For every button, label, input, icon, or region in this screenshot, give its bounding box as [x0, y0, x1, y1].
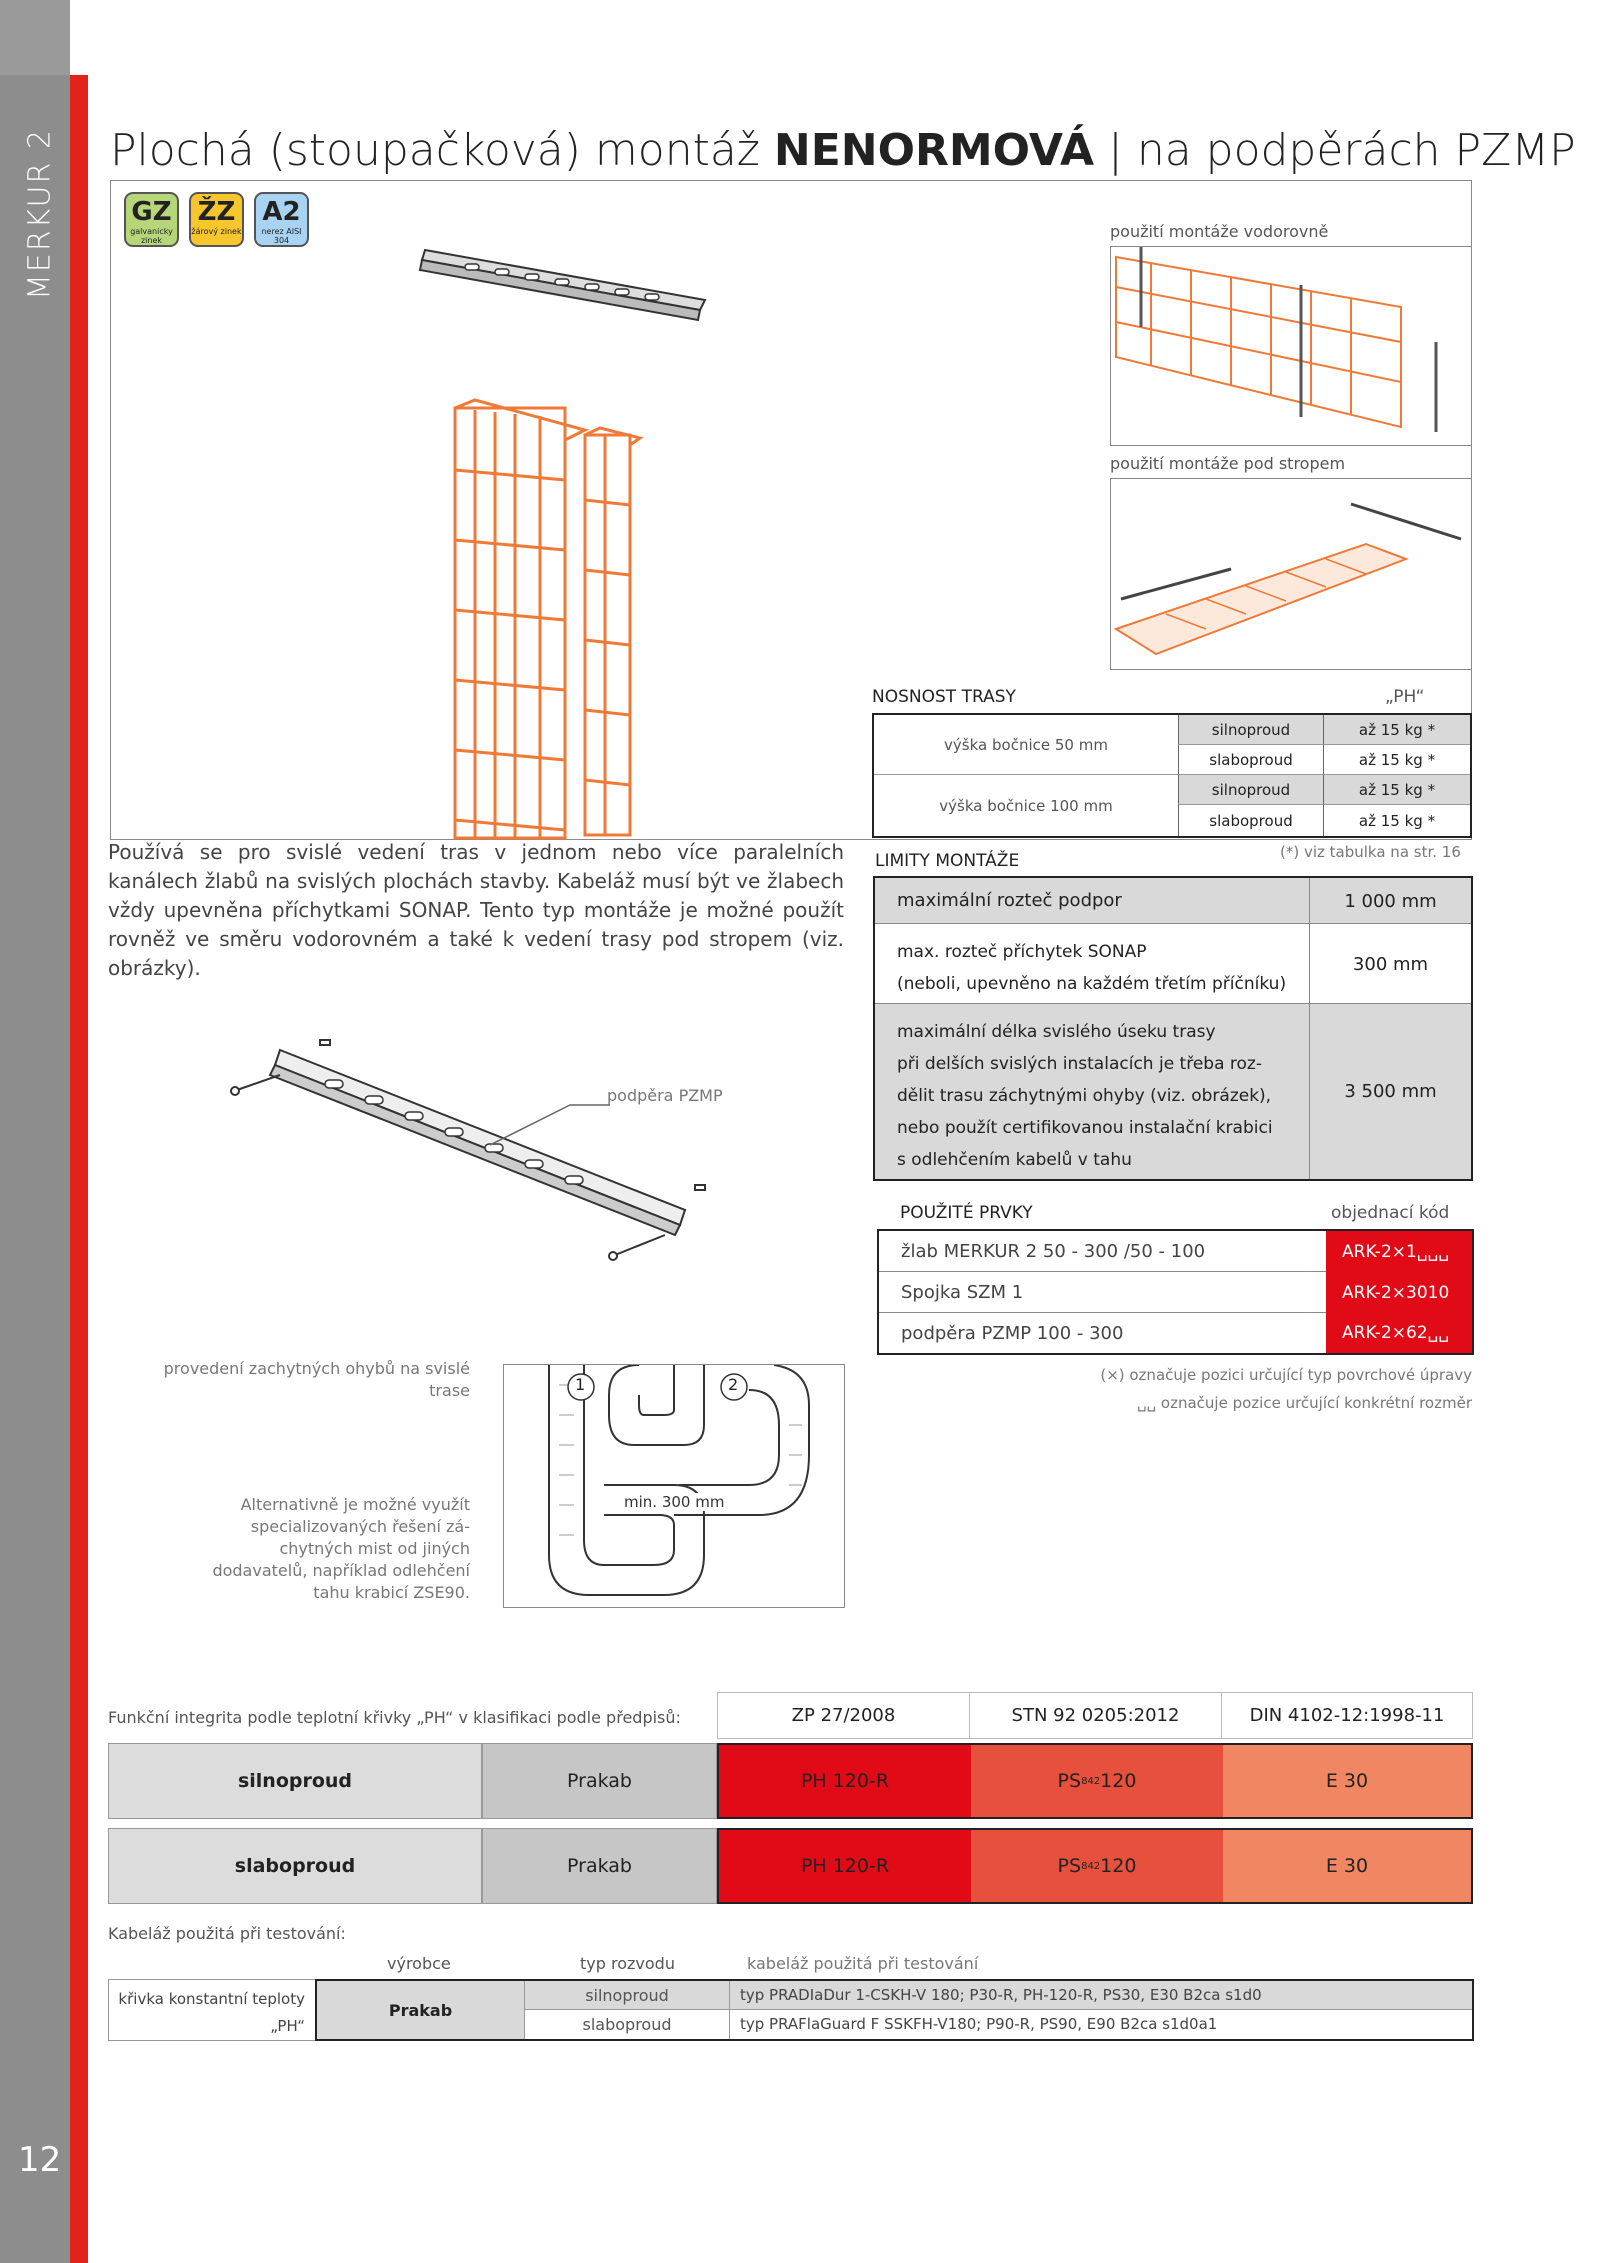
ceiling-use-image — [1110, 478, 1472, 670]
element-row — [879, 1272, 1472, 1313]
elements-title: POUŽITÉ PRVKY — [900, 1203, 1033, 1223]
bend-number-1: 1 — [575, 1375, 586, 1394]
cabling-caption: Kabeláž použitá při testování: — [108, 1924, 346, 1943]
load-type: slaboproud — [1178, 745, 1323, 775]
cabling-type: slaboproud — [525, 2010, 730, 2039]
element-code: ARK-2×1␣␣␣ — [1326, 1231, 1472, 1272]
load-value: až 15 kg * — [1323, 715, 1470, 745]
cabling-maker: Prakab — [317, 1981, 525, 2039]
elements-code-header: objednací kód — [1331, 1203, 1450, 1223]
vertical-tray-illustration — [300, 230, 720, 840]
limits-row-2 — [875, 924, 1471, 1004]
integrity-header-stn: STN 92 0205:2012 — [970, 1693, 1222, 1738]
limits-label: maximální délka svislého úseku trasy při delších svislých instalacích je třeba roz- dělit trasu záchytnými ohyby (viz. obrázek), nebo použít certifikovanou instalační krabici s odlehčením kabelů v tahu — [897, 1022, 1273, 1170]
cabling-cable: typ PRAFlaGuard F SSKFH-V180; P90-R, PS90, E90 B2ca s1d0a1 — [740, 2015, 1218, 2033]
integrity-maker: Prakab — [482, 1828, 717, 1904]
cabling-header-type: typ rozvodu — [580, 1954, 675, 1973]
element-name: podpěra PZMP 100 - 300 — [901, 1323, 1124, 1344]
gz-badge: GZ galvanicky zinek — [124, 192, 179, 247]
zz-badge: ŽZ žárový zinek — [189, 192, 244, 247]
sidebar-accent-bar — [70, 75, 88, 2263]
bend-number-2: 2 — [728, 1375, 739, 1394]
horizontal-use-caption: použití montáže vodorovně — [1110, 222, 1329, 241]
limits-label: maximální rozteč podpor — [897, 890, 1122, 911]
integrity-values — [717, 1828, 1473, 1904]
load-height-50: výška bočnice 50 mm — [874, 715, 1178, 775]
integrity-din: E 30 — [1223, 1745, 1471, 1817]
limits-value: 3 500 mm — [1309, 1004, 1471, 1179]
cabling-type: silnoproud — [525, 1981, 730, 2010]
element-name: Spojka SZM 1 — [901, 1282, 1024, 1303]
element-name: žlab MERKUR 2 50 - 300 /50 - 100 — [901, 1241, 1206, 1262]
integrity-header-zp: ZP 27/2008 — [718, 1693, 970, 1738]
a2-badge: A2 nerez AISI 304 — [254, 192, 309, 247]
integrity-row-silnoproud — [108, 1743, 1473, 1819]
pzmp-illustration — [225, 1035, 715, 1275]
limits-table — [873, 876, 1473, 1181]
orange-tray-large — [455, 400, 585, 838]
horizontal-use-image — [1110, 246, 1472, 446]
integrity-header — [717, 1692, 1473, 1739]
min-distance-label: min. 300 mm — [624, 1493, 725, 1511]
cabling-curve: křivka konstantní teploty „PH“ — [118, 1990, 305, 2035]
limits-row-1 — [875, 878, 1471, 924]
integrity-maker: Prakab — [482, 1743, 717, 1819]
elements-table — [877, 1229, 1474, 1355]
description-paragraph: Používá se pro svislé vedení tras v jednom nebo více paralelních kanálech žlabů na svislých plochách stavby. Kabeláž musí být ve žlabech vždy upevněna příchytkami SONAP. Tento typ montáže je možné použít rovněž ve směru vodorovném a také k vedení trasy pod stropem (viz. obrázky). — [108, 840, 844, 980]
limits-row-3 — [875, 1004, 1471, 1179]
integrity-zp: PH 120-R — [719, 1830, 971, 1902]
cabling-inner — [315, 1979, 1474, 2041]
integrity-type: silnoproud — [108, 1743, 482, 1819]
load-type: silnoproud — [1178, 775, 1323, 805]
cabling-header-cable: kabeláž použitá při testování — [747, 1954, 979, 1973]
integrity-values — [717, 1743, 1473, 1819]
limits-title: LIMITY MONTÁŽE — [875, 851, 1020, 871]
page-number: 12 — [18, 2140, 62, 2180]
elements-note-1: (×) označuje pozici určující typ povrchové úpravy — [1100, 1366, 1472, 1384]
integrity-zp: PH 120-R — [719, 1745, 971, 1817]
bends-figure — [503, 1364, 845, 1608]
element-code: ARK-2×62␣␣ — [1326, 1313, 1472, 1353]
load-type: slaboproud — [1178, 805, 1323, 836]
cabling-table — [108, 1979, 1473, 2041]
integrity-din: E 30 — [1223, 1830, 1471, 1902]
integrity-row-slaboproud — [108, 1828, 1473, 1904]
load-table-note: (*) viz tabulka na str. 16 — [1280, 843, 1461, 861]
elements-note-2: ␣␣ označuje pozice určující konkrétní rozměr — [1137, 1394, 1472, 1412]
integrity-type: slaboproud — [108, 1828, 482, 1904]
load-type: silnoproud — [1178, 715, 1323, 745]
integrity-caption: Funkční integrita podle teplotní křivky „PH“ v klasifikaci podle předpisů: — [108, 1708, 681, 1727]
load-table-column: „PH“ — [1385, 687, 1425, 707]
integrity-header-din: DIN 4102-12:1998-11 — [1249, 1705, 1445, 1726]
chapter-label: MERKUR 2 — [22, 128, 58, 300]
page-title: Plochá (stoupačková) montáž NENORMOVÁ | na podpěrách PZMP — [110, 125, 1576, 176]
cabling-header-maker: výrobce — [387, 1954, 451, 1973]
load-value: až 15 kg * — [1323, 745, 1470, 775]
ceiling-use-caption: použití montáže pod stropem — [1110, 454, 1346, 473]
load-value: až 15 kg * — [1323, 805, 1470, 836]
cabling-cable: typ PRADIaDur 1-CSKH-V 180; P30-R, PH-120-R, PS30, E30 B2ca s1d0 — [730, 1981, 1472, 2010]
limits-value: 1 000 mm — [1309, 878, 1471, 924]
integrity-stn: PS 842 120 — [971, 1830, 1223, 1902]
orange-tray-small — [585, 428, 640, 835]
element-code: ARK-2×3010 — [1326, 1272, 1472, 1313]
bends-caption: provedení zachytných ohybů na svislé trase — [163, 1359, 470, 1400]
load-height-100: výška bočnice 100 mm — [939, 796, 1113, 815]
element-row — [879, 1313, 1472, 1353]
alternative-caption: Alternativně je možné využít specializovaných řešení zá-chytných mist od jiných dodavatelů, například odlehčení tahu krabicí ZSE90. — [212, 1495, 470, 1602]
pzmp-caption: podpěra PZMP — [607, 1086, 723, 1105]
sidebar-tab — [0, 75, 70, 2263]
element-row — [879, 1231, 1472, 1272]
load-table — [872, 713, 1472, 838]
integrity-stn: PS 842 120 — [971, 1745, 1223, 1817]
limits-value: 300 mm — [1309, 924, 1471, 1004]
load-table-title: NOSNOST TRASY — [872, 687, 1016, 707]
load-value: až 15 kg * — [1323, 775, 1470, 805]
limits-label: max. rozteč příchytek SONAP (neboli, upevněno na každém třetím příčníku) — [897, 942, 1287, 994]
